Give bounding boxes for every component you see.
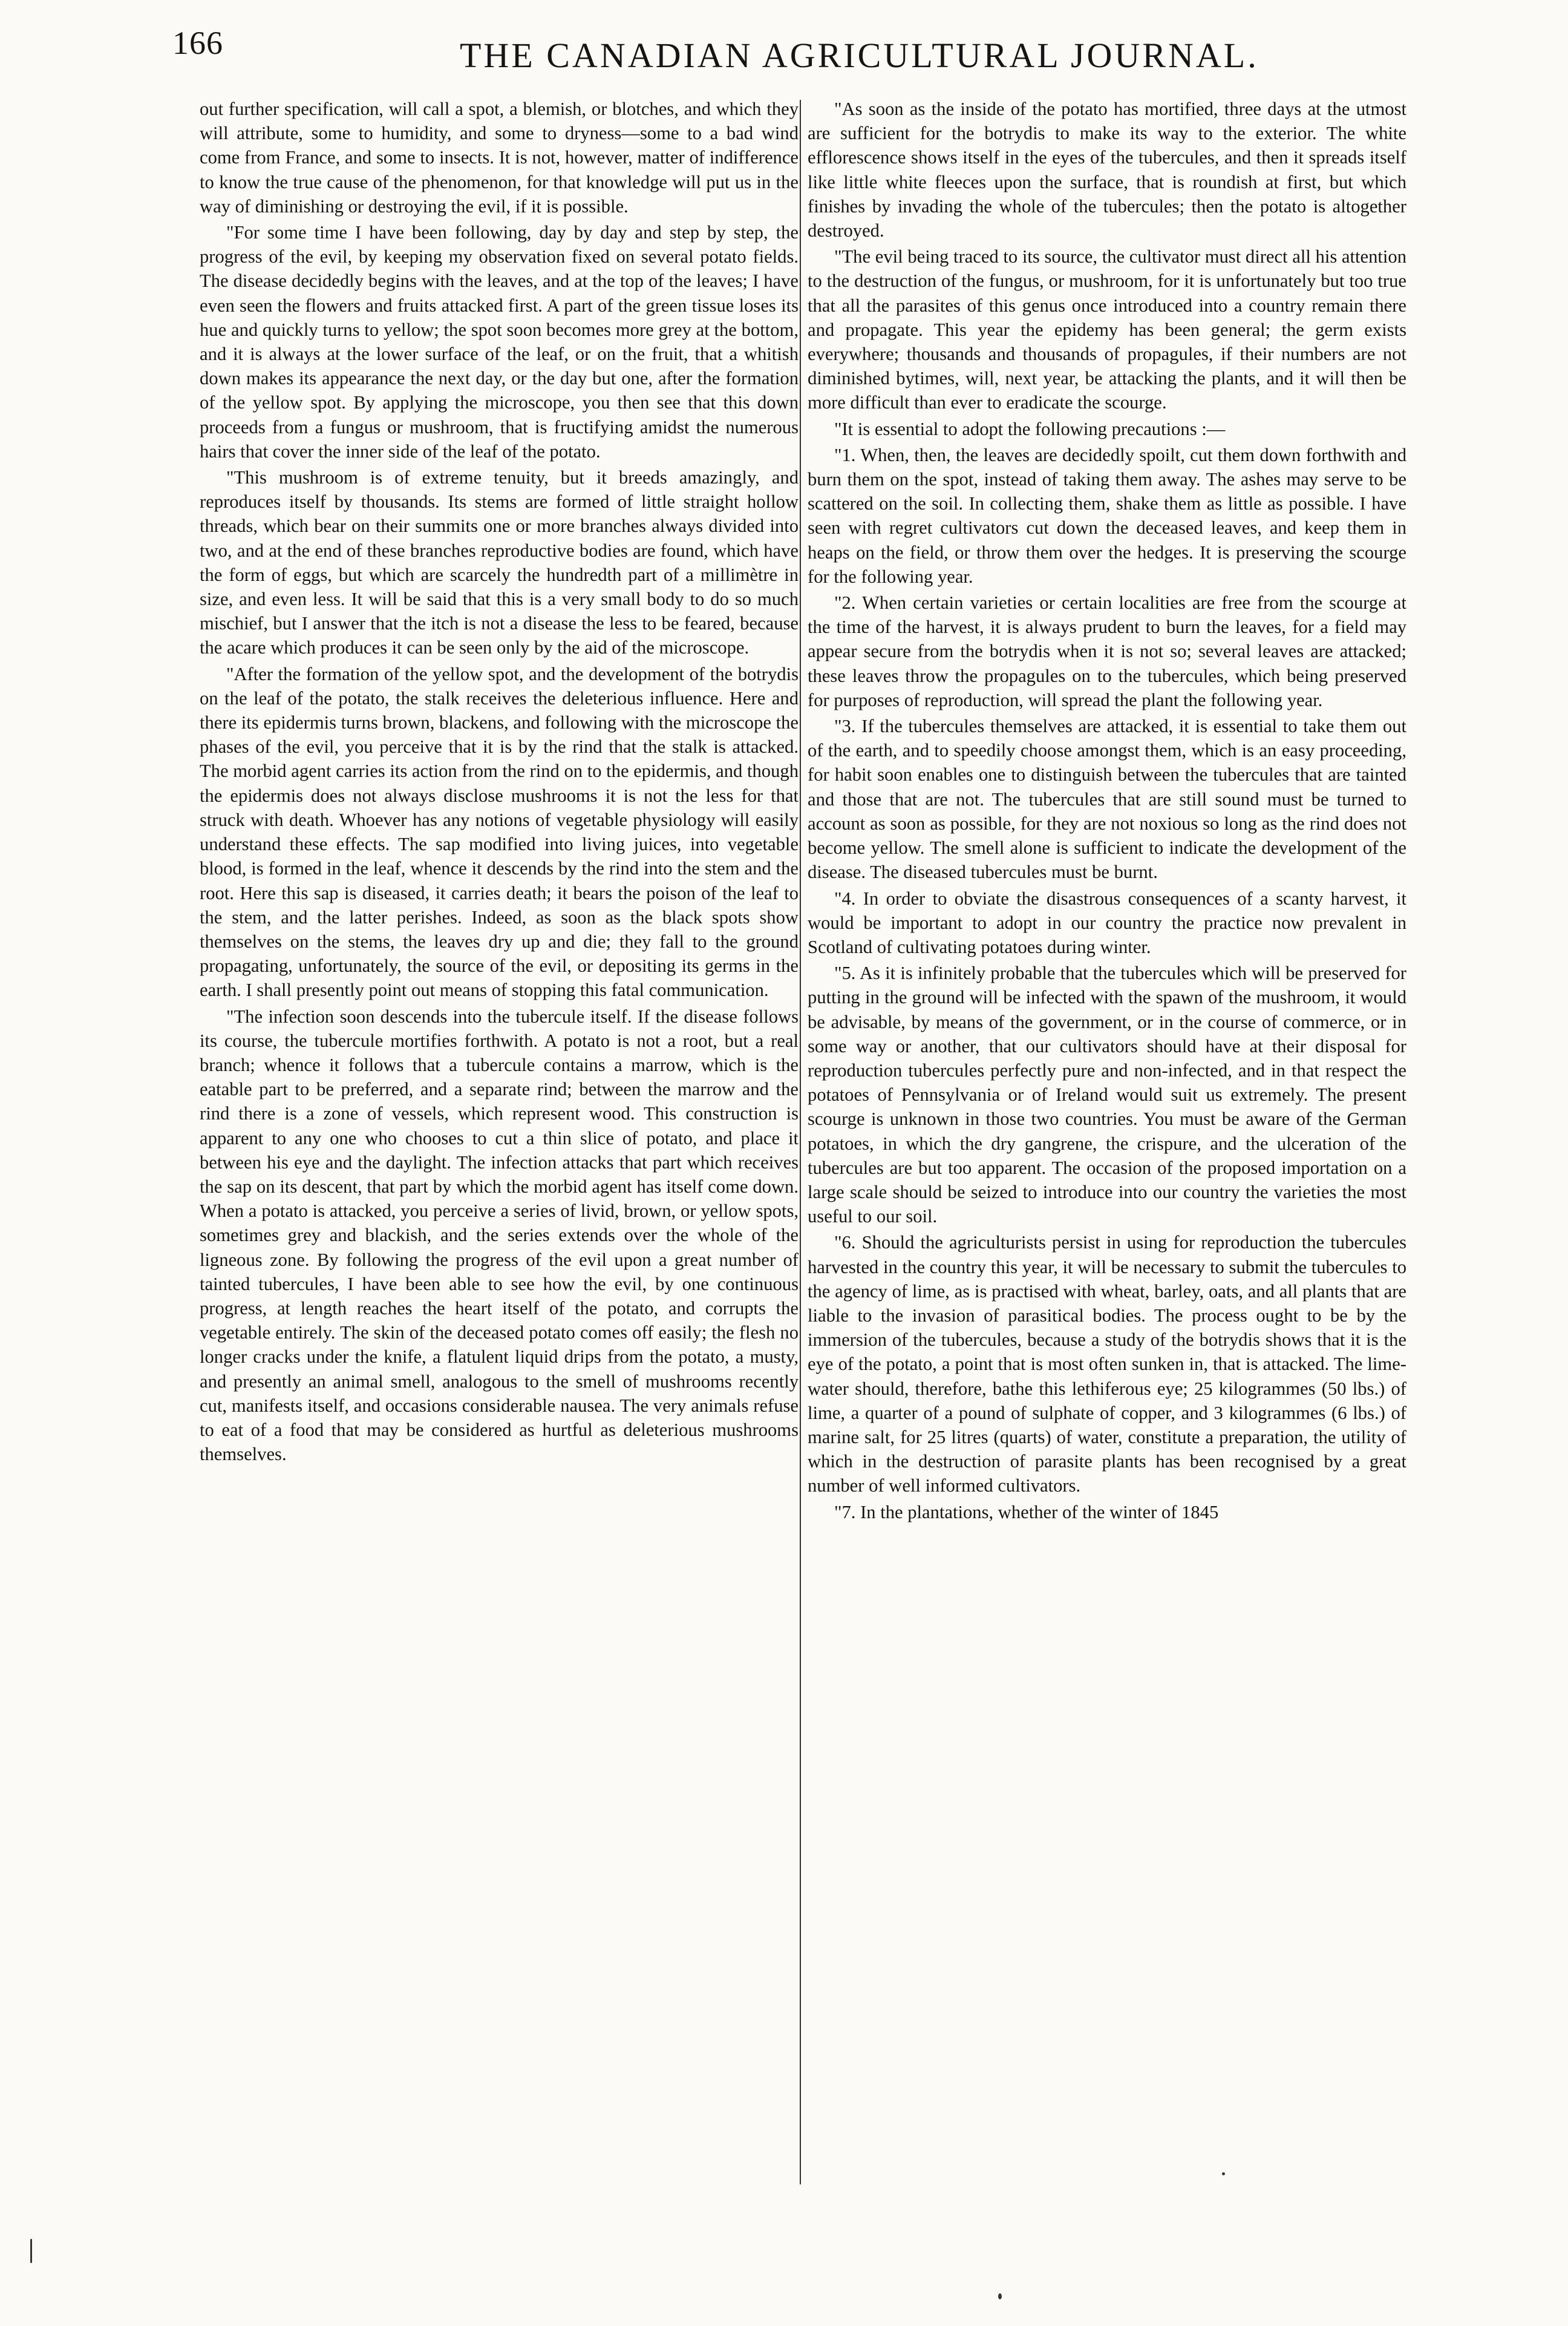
ink-speck [1222,2172,1225,2175]
paragraph: "The infection soon descends into the tubercule itself. If the disease follows its course, the tubercule mortifies forthwith. A potato is not a root, but a real branch; whence it follows that a tubercule contains a marrow, which is the eatable part to be preferred, and a separate rind; between the marrow and the rind there is a zone of vessels, which represent wood. This construction is apparent to any one who chooses to cut a thin slice of potato, and place it between his eye and the daylight. The infection attacks that part which receives the sap on its descent, that part by which the morbid agent has itself come down. When a potato is attacked, you perceive a series of livid, brown, or yellow spots, sometimes grey and blackish, and the series extends over the whole of the ligneous zone. By following the progress of the evil upon a great number of tainted tubercules, I have been able to see how the evil, by one continuous progress, at length reaches the heart itself of the potato, and corrupts the vegetable entirely. The skin of the deceased potato comes off easily; the flesh no longer cracks under the knife, a flatulent liquid drips from the potato, a musty, and presently an animal smell, analogous to the smell of mushrooms recently cut, manifests itself, and occasions considerable nausea. The very animals refuse to eat of a food that may be considered as hurtful as deleterious mushrooms themselves. [200,1006,799,1465]
ink-speck [998,2293,1002,2299]
column-divider [800,100,801,2184]
page-number: 166 [172,25,223,61]
running-head: THE CANADIAN AGRICULTURAL JOURNAL. [460,36,1259,75]
paragraph: "It is essential to adopt the following precautions :— [834,418,1226,439]
ink-speck [30,2239,32,2263]
paragraph: "For some time I have been following, day by day and step by step, the progress of the evil, by keeping my observation fixed on several potato fields. The disease decidedly begins with the leaves, and at the top of the leaves; I have even seen the flowers and fruits attacked first. A part of the green tissue loses its hue and quickly turns to yellow; the spot soon becomes more grey at the bottom, and it is always at the lower surface of the leaf, or on the fruit, that a whitish down makes its appearance the next day, or the day but one, after the formation of the yellow spot. By applying the microscope, you then see that this down proceeds from a fungus or mushroom, that is fructifying amidst the numerous hairs that cover the inner side of the leaf of the potato. [200,222,799,462]
left-column [200,97,799,1468]
paragraph: "6. Should the agriculturists persist in using for reproduction the tubercules harvested in the country this year, it will be necessary to submit the tubercules to the agency of lime, as is practised with wheat, barley, oats, and all plants that are liable to the invasion of parasitical bodies. The process ought to be by the immersion of the tubercules, because a study of the botrydis shows that it is the eye of the potato, a point that is most often sunken in, that is attacked. The lime-water should, therefore, bathe this lethiferous eye; 25 kilogrammes (50 lbs.) of lime, a quarter of a pound of sulphate of copper, and 3 kilogrammes (6 lbs.) of marine salt, for 25 litres (quarts) of water, constitute a preparation, the utility of which in the destruction of parasite plants has been recognised by a great number of well informed cultivators. [808,1232,1406,1496]
paragraph: "4. In order to obviate the disastrous consequences of a scanty harvest, it would be important to adopt in our country the practice now prevalent in Scotland of cultivating potatoes during winter. [808,888,1406,957]
paragraph: "After the formation of the yellow spot, and the development of the botrydis on the leaf of the potato, the stalk receives the deleterious influence. Here and there its epidermis turns brown, blackens, and following with the microscope the phases of the evil, you perceive that it is by the rind that the stalk is attacked. The morbid agent carries its action from the rind on to the epidermis, and though the epidermis does not always disclose mushrooms it is not the less for that struck with death. Whoever has any notions of vegetable physiology will easily understand these effects. The sap modified into living juices, into vegetable blood, is formed in the leaf, whence it descends by the rind into the stem and the root. Here this sap is diseased, it carries death; it bears the poison of the leaf to the stem, and the latter perishes. Indeed, as soon as the black spots show themselves on the stems, the leaves dry up and die; they fall to the ground propagating, unfortunately, the source of the evil, or depositing its germs in the earth. I shall presently point out means of stopping this fatal communication. [200,663,799,1001]
paragraph: "2. When certain varieties or certain localities are free from the scourge at the time of the harvest, it is always prudent to burn the leaves, for a field may appear secure from the botrydis when it is not so; several leaves are attacked; these leaves throw the propagules on to the tubercules, which being preserved for purposes of reproduction, will spread the plant the following year. [808,592,1406,710]
paragraph: "1. When, then, the leaves are decidedly spoilt, cut them down forthwith and burn them on the spot, instead of taking them away. The ashes may serve to be scattered on the soil. In collecting them, shake them as little as possible. I have seen with regret cultivators cut down the deceased leaves, and keep them in heaps on the field, or throw them over the hedges. It is preserving the scourge for the following year. [808,444,1406,587]
paragraph: "7. In the plantations, whether of the winter of 1845 [834,1501,1219,1522]
paragraph: "This mushroom is of extreme tenuity, but it breeds amazingly, and reproduces itself by thousands. Its stems are formed of little straight hollow threads, which bear on their summits one or more branches always divided into two, and at the end of these branches reproductive bodies are found, which have the form of eggs, but which are scarcely the hundredth part of a millimètre in size, and even less. It will be said that this is a very small body to do so much mischief, but I answer that the itch is not a disease the less to be feared, because the acare which produces it can be seen only by the aid of the microscope. [200,467,799,658]
paragraph: out further specification, will call a spot, a blemish, or blotches, and which they will attribute, some to humidity, and some to dryness—some to a bad wind come from France, and some to insects. It is not, however, matter of indifference to know the true cause of the phenomenon, for that knowledge will put us in the way of diminishing or destroying the evil, if it is possible. [200,99,799,217]
right-column [808,97,1406,1526]
paragraph: "The evil being traced to its source, the cultivator must direct all his attention to the destruction of the fungus, or mushroom, for it is unfortunately but too true that all the parasites of this genus once introduced into a country remain there and propagate. This year the epidemy has been general; the germ exists everywhere; thousands and thousands of propagules, if their numbers are not diminished bytimes, will, next year, be attacking the plants, and it will then be more difficult than ever to eradicate the scourge. [808,246,1406,413]
paragraph: "As soon as the inside of the potato has mortified, three days at the utmost are sufficient for the botrydis to make its way to the exterior. The white efflorescence shows itself in the eyes of the tubercules, and then it spreads itself like little white fleeces upon the surface, that is roundish at first, but which finishes by invading the whole of the tubercules; then the potato is altogether destroyed. [808,99,1406,241]
paragraph: "3. If the tubercules themselves are attacked, it is essential to take them out of the earth, and to speedily choose amongst them, which is an easy proceeding, for habit soon enables one to distinguish between the tubercules that are tainted and those that are not. The tubercules that are still sound must be turned to account as soon as possible, for they are not noxious so long as the rind does not become yellow. The smell alone is sufficient to indicate the development of the disease. The diseased tubercules must be burnt. [808,716,1406,883]
paragraph: "5. As it is infinitely probable that the tubercules which will be preserved for putting in the ground will be infected with the spawn of the mushroom, it would be advisable, by means of the government, or in the course of commerce, or in some way or another, that our cultivators should have at their disposal for reproduction tubercules perfectly pure and non-infected, and in that respect the potatoes of Pennsylvania or of Ireland would suit us extremely. The present scourge is unknown in those two countries. You must be aware of the German potatoes, in which the dry gangrene, the crispure, and the ulceration of the tubercules are but too apparent. The occasion of the proposed importation on a large scale should be seized to introduce into our country the varieties the most useful to our soil. [808,963,1406,1227]
